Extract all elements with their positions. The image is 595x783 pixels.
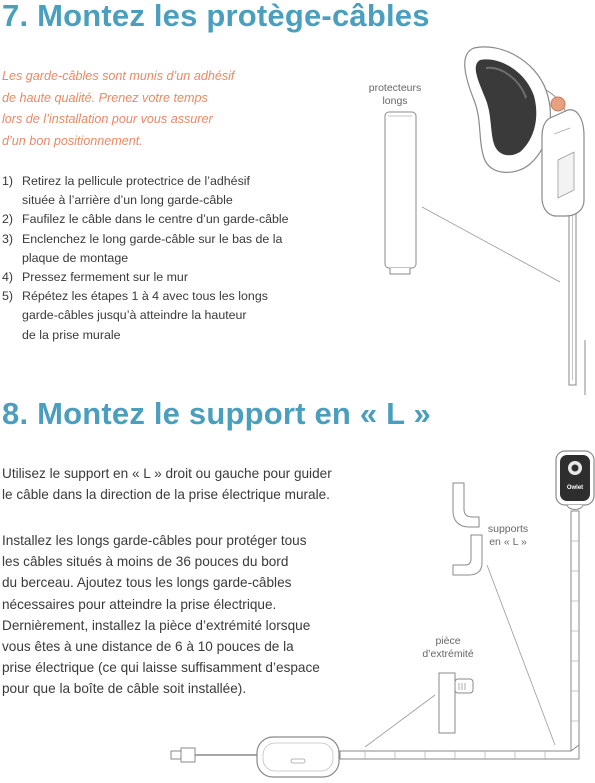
paragraph-line: les câbles situés à moins de 36 pouces du bord <box>2 554 289 570</box>
step-text: Retirez la pellicule protectrice de l’adhésif <box>22 174 250 188</box>
paragraph-line: Utilisez le support en « L » droit ou gauche pour guider <box>2 466 332 481</box>
cord-protector-on-wall <box>569 205 585 395</box>
step-text: Faufilez le câble dans le centre d’un garde-câble <box>22 212 289 227</box>
intro-line: de haute qualité. Prenez votre temps <box>2 90 208 105</box>
paragraph-line: le câble dans la direction de la prise électrique murale. <box>2 487 330 503</box>
paragraph-line: pour que la boîte de câble soit installée). <box>2 681 247 697</box>
step-4 <box>2 268 352 287</box>
horizontal-cable-protector <box>340 745 579 759</box>
step-3 <box>2 230 352 268</box>
step-text: plaque de montage <box>22 250 129 265</box>
paragraph-line: Installez les longs garde-câbles pour protéger tous <box>2 533 307 548</box>
step-number: 2) <box>2 212 14 227</box>
cable-routing-illustration <box>165 445 595 783</box>
step-text: située à l’arrière d’un long garde-câble <box>22 193 233 208</box>
step-text: garde-câbles jusqu’à atteindre la hauteur <box>22 308 247 323</box>
intro-line: lors de l’installation pour vous assurer <box>2 112 213 126</box>
camera-illustration <box>556 451 594 510</box>
step-number: 3) <box>2 231 14 246</box>
intro-line: d’un bon positionnement. <box>2 133 143 148</box>
camera-brand-text: Owlet <box>566 485 584 491</box>
section7-intro <box>2 66 302 152</box>
step-text: Enclenchez le long garde-câble sur le bas de la <box>22 231 283 246</box>
vertical-cable-protector <box>571 511 579 751</box>
paragraph-line: nécessaires pour atteindre la prise électrique. <box>2 596 277 612</box>
label-line: d’extrémité <box>422 648 474 660</box>
camera-mount-illustration <box>465 47 584 216</box>
label-line: supports <box>487 523 529 535</box>
intro-line: Les garde-câbles sont munis d’un adhésif <box>2 69 235 83</box>
section7-steps <box>2 172 352 345</box>
paragraph-line: vous êtes à une distance de 6 à 10 pouces de la <box>2 639 294 655</box>
step-text: de la prise murale <box>22 327 121 342</box>
wall-mount-illustration <box>370 40 595 395</box>
paragraph-line: Dernièrement, installez la pièce d’extrémité lorsque <box>2 617 311 633</box>
step-text: Répétez les étapes 1 à 4 avec tous les longs <box>22 289 268 304</box>
step-5 <box>2 287 352 345</box>
step-text: Pressez fermement sur le mur <box>22 270 188 285</box>
step-number: 4) <box>2 270 14 285</box>
paragraph-line: prise électrique (ce qui laisse suffisamment d’espace <box>2 660 320 676</box>
end-piece-illustration <box>439 673 473 733</box>
section7-title: 7. Montez les protège-câbles <box>2 0 430 33</box>
step-number: 1) <box>2 174 14 188</box>
l-support-illustration <box>453 483 482 575</box>
label-line: en « L » <box>489 536 527 548</box>
label-line: protecteurs <box>368 82 422 94</box>
label-line: longs <box>382 95 408 107</box>
step-number: 5) <box>2 289 14 304</box>
step-1 <box>2 172 352 210</box>
section8-title: 8. Montez le support en « L » <box>2 396 431 431</box>
cable-box-illustration <box>171 737 339 777</box>
long-protector-illustration <box>385 112 416 274</box>
step-2 <box>2 210 352 229</box>
label-line: pièce <box>435 635 461 647</box>
paragraph-line: du berceau. Ajoutez tous les longs garde-câbles <box>2 575 292 591</box>
